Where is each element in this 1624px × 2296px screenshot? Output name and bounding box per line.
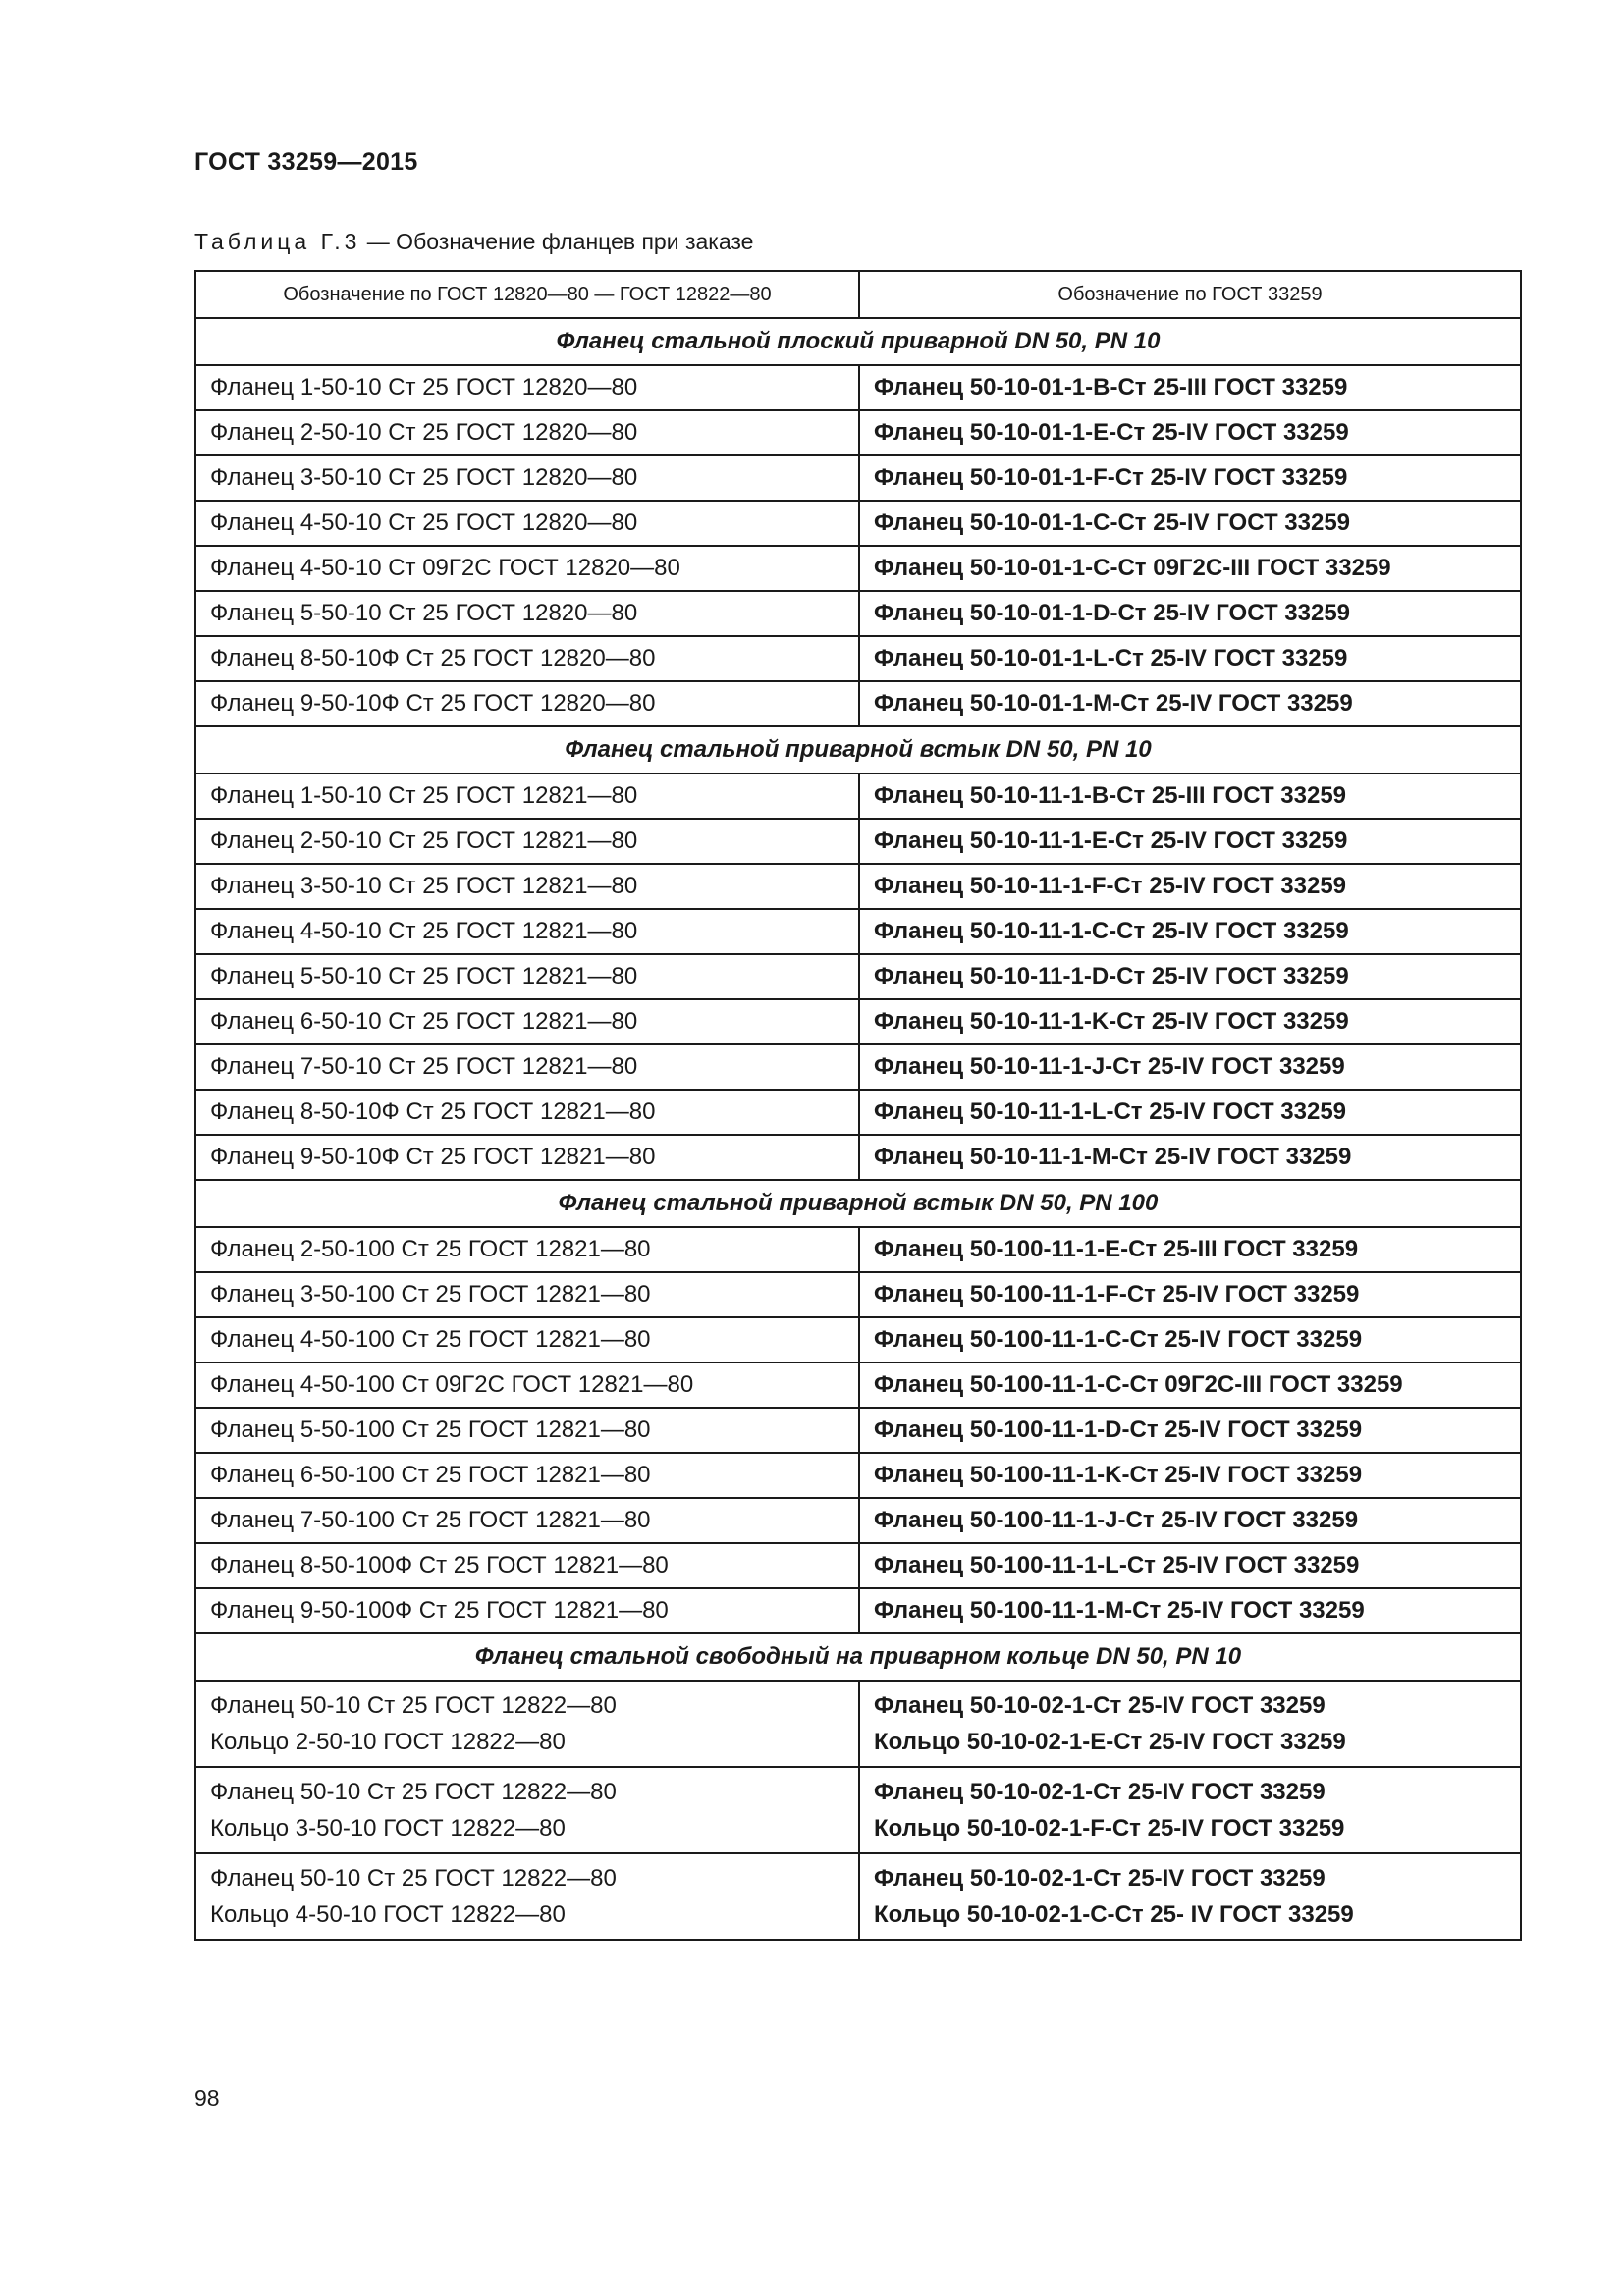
old-designation-line: Кольцо 4-50-10 ГОСТ 12822—80 (210, 1901, 566, 1928)
new-designation-cell (859, 455, 1521, 501)
new-designation-line: Фланец 50-10-11-1-B-Ст 25-III ГОСТ 33259 (874, 782, 1347, 809)
new-designation-cell (859, 1588, 1521, 1633)
old-designation-cell (195, 1498, 859, 1543)
new-designation-line: Фланец 50-100-11-1-F-Ст 25-IV ГОСТ 33259 (874, 1281, 1360, 1308)
new-designation-cell (859, 864, 1521, 909)
old-designation-line: Фланец 3-50-10 Ст 25 ГОСТ 12820—80 (210, 464, 638, 491)
old-designation-cell (195, 774, 859, 819)
new-designation-line: Фланец 50-10-01-1-C-Ст 09Г2С-III ГОСТ 33259 (874, 555, 1391, 581)
table-row (195, 774, 1521, 819)
table-row (195, 546, 1521, 591)
table-body (195, 318, 1521, 1940)
column-header-new: Обозначение по ГОСТ 33259 (859, 271, 1521, 318)
new-designation-cell (859, 819, 1521, 864)
new-designation-line: Фланец 50-10-11-1-L-Ст 25-IV ГОСТ 33259 (874, 1098, 1347, 1125)
new-designation-cell (859, 999, 1521, 1044)
new-designation-line: Фланец 50-10-01-1-C-Ст 25-IV ГОСТ 33259 (874, 509, 1351, 536)
old-designation-cell (195, 636, 859, 681)
old-designation-line: Фланец 4-50-100 Ст 09Г2С ГОСТ 12821—80 (210, 1371, 694, 1398)
table-row (195, 1090, 1521, 1135)
new-designation-line: Фланец 50-10-02-1-Ст 25-IV ГОСТ 33259 (874, 1692, 1326, 1719)
old-designation-cell (195, 1408, 859, 1453)
table-header-row (195, 271, 1521, 318)
table-row (195, 1272, 1521, 1317)
old-designation-line: Фланец 8-50-10Ф Ст 25 ГОСТ 12821—80 (210, 1098, 656, 1125)
new-designation-cell (859, 546, 1521, 591)
old-designation-line: Фланец 6-50-100 Ст 25 ГОСТ 12821—80 (210, 1462, 651, 1488)
new-designation-line: Кольцо 50-10-02-1-C-Ст 25- IV ГОСТ 33259 (874, 1901, 1354, 1928)
new-designation-cell (859, 774, 1521, 819)
new-designation-cell (859, 1543, 1521, 1588)
new-designation-line: Фланец 50-10-02-1-Ст 25-IV ГОСТ 33259 (874, 1779, 1326, 1805)
old-designation-line: Фланец 8-50-10Ф Ст 25 ГОСТ 12820—80 (210, 645, 656, 671)
new-designation-cell (859, 1272, 1521, 1317)
new-designation-cell (859, 1135, 1521, 1180)
page-number: 98 (194, 2085, 220, 2110)
table-row (195, 864, 1521, 909)
document-header: ГОСТ 33259—2015 (194, 148, 418, 176)
section-title: Фланец стальной приварной встык DN 50, PN 100 (195, 1180, 1521, 1227)
new-designation-cell (859, 1498, 1521, 1543)
old-designation-line: Фланец 4-50-100 Ст 25 ГОСТ 12821—80 (210, 1326, 651, 1353)
old-designation-cell (195, 1853, 859, 1940)
new-designation-line: Фланец 50-10-01-1-E-Ст 25-IV ГОСТ 33259 (874, 419, 1349, 446)
section-row (195, 1633, 1521, 1681)
table-row (195, 1044, 1521, 1090)
table-row (195, 1362, 1521, 1408)
old-designation-cell (195, 1767, 859, 1853)
new-designation-line: Фланец 50-100-11-1-K-Ст 25-IV ГОСТ 33259 (874, 1462, 1363, 1488)
old-designation-line: Фланец 4-50-10 Ст 25 ГОСТ 12820—80 (210, 509, 638, 536)
new-designation-cell (859, 365, 1521, 410)
old-designation-cell (195, 819, 859, 864)
old-designation-cell (195, 591, 859, 636)
old-designation-line: Фланец 3-50-100 Ст 25 ГОСТ 12821—80 (210, 1281, 651, 1308)
table-row (195, 1408, 1521, 1453)
table-row (195, 1767, 1521, 1853)
new-designation-cell (859, 1227, 1521, 1272)
new-designation-line: Фланец 50-10-01-1-M-Ст 25-IV ГОСТ 33259 (874, 690, 1353, 717)
table-row (195, 999, 1521, 1044)
section-title: Фланец стальной плоский приварной DN 50, PN 10 (195, 318, 1521, 365)
old-designation-cell (195, 864, 859, 909)
old-designation-cell (195, 1317, 859, 1362)
table-row (195, 1498, 1521, 1543)
section-title: Фланец стальной приварной встык DN 50, PN 10 (195, 726, 1521, 774)
old-designation-line: Кольцо 3-50-10 ГОСТ 12822—80 (210, 1815, 566, 1842)
new-designation-cell (859, 1408, 1521, 1453)
old-designation-cell (195, 909, 859, 954)
old-designation-cell (195, 954, 859, 999)
old-designation-cell (195, 1543, 859, 1588)
old-designation-line: Фланец 3-50-10 Ст 25 ГОСТ 12821—80 (210, 873, 638, 899)
old-designation-line: Фланец 4-50-10 Ст 25 ГОСТ 12821—80 (210, 918, 638, 944)
old-designation-line: Фланец 1-50-10 Ст 25 ГОСТ 12821—80 (210, 782, 638, 809)
old-designation-cell (195, 999, 859, 1044)
new-designation-cell (859, 954, 1521, 999)
new-designation-line: Кольцо 50-10-02-1-E-Ст 25-IV ГОСТ 33259 (874, 1729, 1346, 1755)
new-designation-line: Фланец 50-10-11-1-C-Ст 25-IV ГОСТ 33259 (874, 918, 1349, 944)
old-designation-line: Фланец 9-50-100Ф Ст 25 ГОСТ 12821—80 (210, 1597, 669, 1624)
old-designation-cell (195, 410, 859, 455)
table-row (195, 1135, 1521, 1180)
old-designation-cell (195, 1272, 859, 1317)
new-designation-line: Фланец 50-100-11-1-L-Ст 25-IV ГОСТ 33259 (874, 1552, 1360, 1578)
old-designation-line: Фланец 6-50-10 Ст 25 ГОСТ 12821—80 (210, 1008, 638, 1035)
flange-designation-table (194, 270, 1522, 1941)
table-row (195, 909, 1521, 954)
old-designation-cell (195, 1090, 859, 1135)
old-designation-line: Фланец 1-50-10 Ст 25 ГОСТ 12820—80 (210, 374, 638, 400)
old-designation-cell (195, 1044, 859, 1090)
new-designation-line: Фланец 50-100-11-1-C-Ст 09Г2С-III ГОСТ 33259 (874, 1371, 1403, 1398)
new-designation-cell (859, 1362, 1521, 1408)
new-designation-line: Фланец 50-10-01-1-B-Ст 25-III ГОСТ 33259 (874, 374, 1348, 400)
table-row (195, 1453, 1521, 1498)
old-designation-line: Фланец 5-50-100 Ст 25 ГОСТ 12821—80 (210, 1416, 651, 1443)
new-designation-line: Фланец 50-100-11-1-D-Ст 25-IV ГОСТ 33259 (874, 1416, 1363, 1443)
new-designation-line: Фланец 50-10-11-1-D-Ст 25-IV ГОСТ 33259 (874, 963, 1349, 989)
new-designation-line: Фланец 50-10-01-1-D-Ст 25-IV ГОСТ 33259 (874, 600, 1351, 626)
new-designation-line: Фланец 50-10-01-1-F-Ст 25-IV ГОСТ 33259 (874, 464, 1348, 491)
old-designation-cell (195, 1681, 859, 1767)
old-designation-line: Фланец 2-50-100 Ст 25 ГОСТ 12821—80 (210, 1236, 651, 1262)
column-header-old: Обозначение по ГОСТ 12820—80 — ГОСТ 12822—80 (195, 271, 859, 318)
old-designation-cell (195, 546, 859, 591)
old-designation-cell (195, 501, 859, 546)
old-designation-line: Фланец 5-50-10 Ст 25 ГОСТ 12821—80 (210, 963, 638, 989)
new-designation-cell (859, 501, 1521, 546)
old-designation-cell (195, 681, 859, 726)
old-designation-line: Фланец 50-10 Ст 25 ГОСТ 12822—80 (210, 1779, 617, 1805)
new-designation-line: Кольцо 50-10-02-1-F-Ст 25-IV ГОСТ 33259 (874, 1815, 1345, 1842)
old-designation-line: Фланец 50-10 Ст 25 ГОСТ 12822—80 (210, 1865, 617, 1892)
section-title: Фланец стальной свободный на приварном кольце DN 50, PN 10 (195, 1633, 1521, 1681)
table-row (195, 591, 1521, 636)
new-designation-line: Фланец 50-10-11-1-J-Ст 25-IV ГОСТ 33259 (874, 1053, 1345, 1080)
new-designation-line: Фланец 50-100-11-1-E-Ст 25-III ГОСТ 33259 (874, 1236, 1359, 1262)
table-caption-label: Таблица Г.3 (194, 229, 361, 254)
table-row (195, 410, 1521, 455)
new-designation-line: Фланец 50-10-11-1-M-Ст 25-IV ГОСТ 33259 (874, 1144, 1352, 1170)
new-designation-line: Фланец 50-10-11-1-E-Ст 25-IV ГОСТ 33259 (874, 828, 1348, 854)
table-row (195, 1853, 1521, 1940)
new-designation-cell (859, 591, 1521, 636)
new-designation-line: Фланец 50-10-11-1-K-Ст 25-IV ГОСТ 33259 (874, 1008, 1349, 1035)
old-designation-cell (195, 1588, 859, 1633)
new-designation-cell (859, 909, 1521, 954)
table-row (195, 1227, 1521, 1272)
old-designation-cell (195, 455, 859, 501)
old-designation-line: Фланец 2-50-10 Ст 25 ГОСТ 12820—80 (210, 419, 638, 446)
table-row (195, 1317, 1521, 1362)
section-row (195, 726, 1521, 774)
old-designation-cell (195, 1453, 859, 1498)
old-designation-line: Фланец 2-50-10 Ст 25 ГОСТ 12821—80 (210, 828, 638, 854)
new-designation-cell (859, 1853, 1521, 1940)
table-row (195, 1588, 1521, 1633)
old-designation-cell (195, 365, 859, 410)
new-designation-cell (859, 1767, 1521, 1853)
section-row (195, 1180, 1521, 1227)
new-designation-cell (859, 636, 1521, 681)
table-row (195, 954, 1521, 999)
old-designation-line: Фланец 7-50-100 Ст 25 ГОСТ 12821—80 (210, 1507, 651, 1533)
old-designation-line: Фланец 9-50-10Ф Ст 25 ГОСТ 12820—80 (210, 690, 656, 717)
new-designation-line: Фланец 50-100-11-1-J-Ст 25-IV ГОСТ 33259 (874, 1507, 1359, 1533)
new-designation-cell (859, 1681, 1521, 1767)
new-designation-cell (859, 1044, 1521, 1090)
new-designation-cell (859, 681, 1521, 726)
old-designation-line: Фланец 50-10 Ст 25 ГОСТ 12822—80 (210, 1692, 617, 1719)
new-designation-cell (859, 1090, 1521, 1135)
table-row (195, 681, 1521, 726)
new-designation-line: Фланец 50-100-11-1-M-Ст 25-IV ГОСТ 33259 (874, 1597, 1365, 1624)
old-designation-line: Фланец 9-50-10Ф Ст 25 ГОСТ 12821—80 (210, 1144, 656, 1170)
new-designation-line: Фланец 50-10-11-1-F-Ст 25-IV ГОСТ 33259 (874, 873, 1347, 899)
table-row (195, 1543, 1521, 1588)
old-designation-line: Фланец 5-50-10 Ст 25 ГОСТ 12820—80 (210, 600, 638, 626)
table-caption-text: — Обозначение фланцев при заказе (360, 229, 754, 254)
new-designation-cell (859, 1317, 1521, 1362)
table-row (195, 365, 1521, 410)
table-row (195, 636, 1521, 681)
new-designation-cell (859, 410, 1521, 455)
old-designation-line: Кольцо 2-50-10 ГОСТ 12822—80 (210, 1729, 566, 1755)
new-designation-line: Фланец 50-10-01-1-L-Ст 25-IV ГОСТ 33259 (874, 645, 1348, 671)
old-designation-line: Фланец 8-50-100Ф Ст 25 ГОСТ 12821—80 (210, 1552, 669, 1578)
table-row (195, 819, 1521, 864)
new-designation-line: Фланец 50-10-02-1-Ст 25-IV ГОСТ 33259 (874, 1865, 1326, 1892)
section-row (195, 318, 1521, 365)
old-designation-line: Фланец 4-50-10 Ст 09Г2С ГОСТ 12820—80 (210, 555, 680, 581)
table-row (195, 501, 1521, 546)
old-designation-line: Фланец 7-50-10 Ст 25 ГОСТ 12821—80 (210, 1053, 638, 1080)
table-row (195, 1681, 1521, 1767)
old-designation-cell (195, 1227, 859, 1272)
table-row (195, 455, 1521, 501)
new-designation-line: Фланец 50-100-11-1-C-Ст 25-IV ГОСТ 33259 (874, 1326, 1363, 1353)
table-caption (194, 229, 753, 255)
old-designation-cell (195, 1135, 859, 1180)
old-designation-cell (195, 1362, 859, 1408)
new-designation-cell (859, 1453, 1521, 1498)
